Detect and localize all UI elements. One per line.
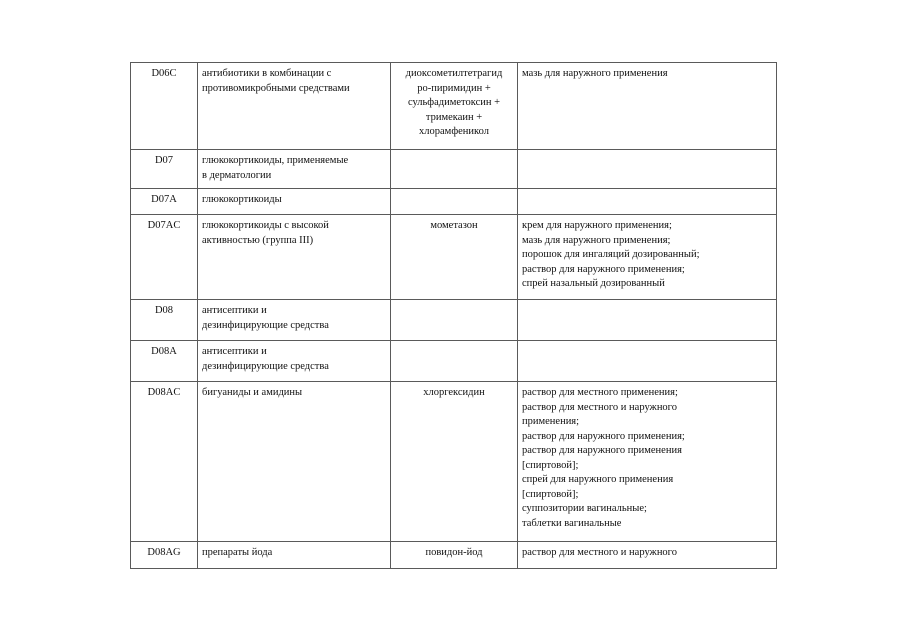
medication-table — [130, 62, 777, 569]
table-row — [131, 341, 777, 382]
dosage-form-cell: раствор для местного и наружного — [518, 542, 777, 569]
table-row — [131, 382, 777, 542]
drug-name-cell — [391, 341, 518, 382]
atc-group-name-cell: глюкокортикоиды с высокой активностью (группа III) — [198, 215, 391, 300]
drug-name-cell: диоксометилтетрагид ро-пиримидин + сульфадиметоксин + тримекаин + хлорамфеникол — [391, 63, 518, 150]
atc-group-name-cell: препараты йода — [198, 542, 391, 569]
table-row — [131, 215, 777, 300]
atc-group-name-cell: антибиотики в комбинации с противомикробными средствами — [198, 63, 391, 150]
atc-code-cell: D07 — [131, 150, 198, 189]
atc-group-name-cell: глюкокортикоиды — [198, 189, 391, 215]
atc-code-cell: D08 — [131, 300, 198, 341]
drug-name-cell: повидон-йод — [391, 542, 518, 569]
dosage-form-cell — [518, 300, 777, 341]
dosage-form-cell — [518, 341, 777, 382]
dosage-form-cell: крем для наружного применения; мазь для наружного применения; порошок для ингаляций дозированный; раствор для наружного применения; спрей назальный дозированный — [518, 215, 777, 300]
dosage-form-cell: раствор для местного применения; раствор для местного и наружного применения; раствор для наружного применения; раствор для наружного применения [спиртовой]; спрей для наружного применения [спиртовой]; суппозитории вагинальные; таблетки вагинальные — [518, 382, 777, 542]
atc-group-name-cell: антисептики и дезинфицирующие средства — [198, 300, 391, 341]
table-row — [131, 150, 777, 189]
dosage-form-cell — [518, 189, 777, 215]
atc-code-cell: D06C — [131, 63, 198, 150]
atc-code-cell: D08AC — [131, 382, 198, 542]
atc-code-cell: D08A — [131, 341, 198, 382]
atc-code-cell: D07AC — [131, 215, 198, 300]
drug-name-cell — [391, 300, 518, 341]
drug-name-cell — [391, 150, 518, 189]
atc-group-name-cell: антисептики и дезинфицирующие средства — [198, 341, 391, 382]
dosage-form-cell: мазь для наружного применения — [518, 63, 777, 150]
atc-code-cell: D08AG — [131, 542, 198, 569]
dosage-form-cell — [518, 150, 777, 189]
table-row — [131, 189, 777, 215]
drug-name-cell: хлоргексидин — [391, 382, 518, 542]
atc-group-name-cell: бигуаниды и амидины — [198, 382, 391, 542]
table-row — [131, 542, 777, 569]
table-row — [131, 63, 777, 150]
atc-code-cell: D07A — [131, 189, 198, 215]
atc-group-name-cell: глюкокортикоиды, применяемые в дерматологии — [198, 150, 391, 189]
table-row — [131, 300, 777, 341]
drug-name-cell: мометазон — [391, 215, 518, 300]
drug-name-cell — [391, 189, 518, 215]
